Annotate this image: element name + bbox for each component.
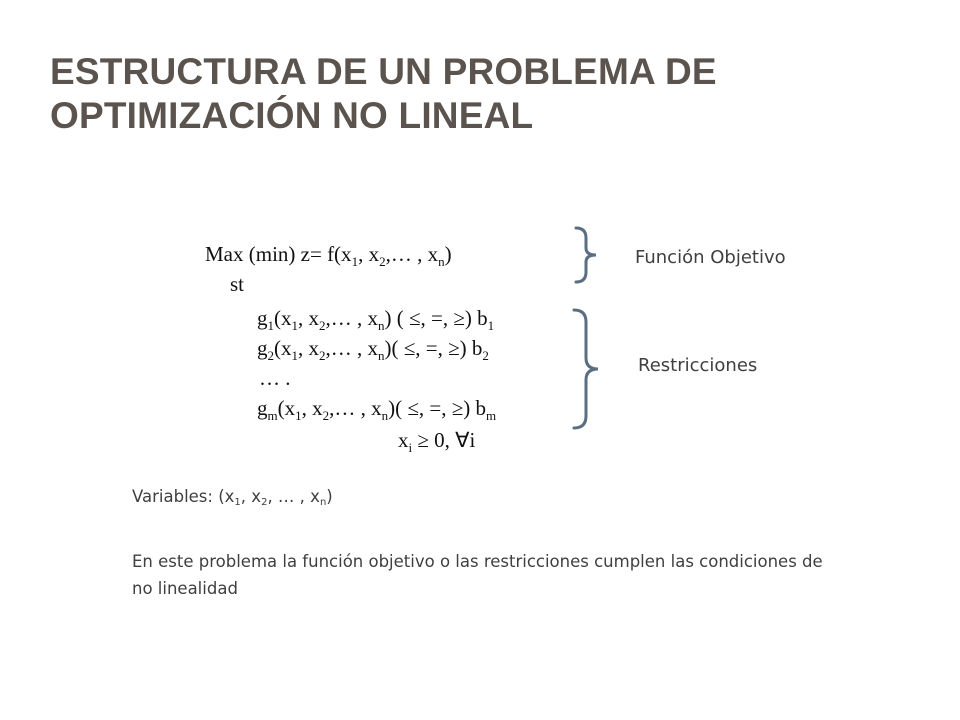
constraints-label: Restricciones (638, 355, 758, 376)
curly-brace-icon (568, 306, 608, 432)
objective-function-label: Función Objetivo (635, 247, 786, 268)
optimization-formula (205, 236, 585, 458)
title-line-1: ESTRUCTURA DE UN PROBLEMA DE (50, 51, 717, 92)
constraint-gm: $g_m(x_1$, $x_2,\dots$ , $x_n$)( ≤, =, ≥) $b_m$ (257, 396, 497, 423)
constraint-g1: $g_1(x_1$, $x_2,\dots$ , $x_n$) ( ≤, =, ≥) $b_1$ (257, 306, 495, 333)
ellipsis-row: … . (259, 366, 291, 390)
slide-title (50, 50, 910, 138)
objective-function: Max (min) $z= f(x_1$, $x_2,\dots$ , $x_n$) (205, 242, 452, 269)
description-paragraph: En este problema la función objetivo o las restricciones cumplen las condiciones de no linealidad (132, 552, 823, 598)
title-line-2: OPTIMIZACIÓN NO LINEAL (50, 95, 534, 136)
non-negativity: $x_i \ge 0$, ∀i (398, 428, 476, 455)
curly-brace-icon (568, 224, 608, 286)
subject-to: st (230, 272, 245, 296)
variables-line: Variables: ($x_1$, $x_2$, … , $x_n$) (132, 487, 333, 508)
constraint-g2: $g_2(x_1$, $x_2,\dots$ , $x_n$)( ≤, =, ≥) $b_2$ (257, 336, 489, 363)
